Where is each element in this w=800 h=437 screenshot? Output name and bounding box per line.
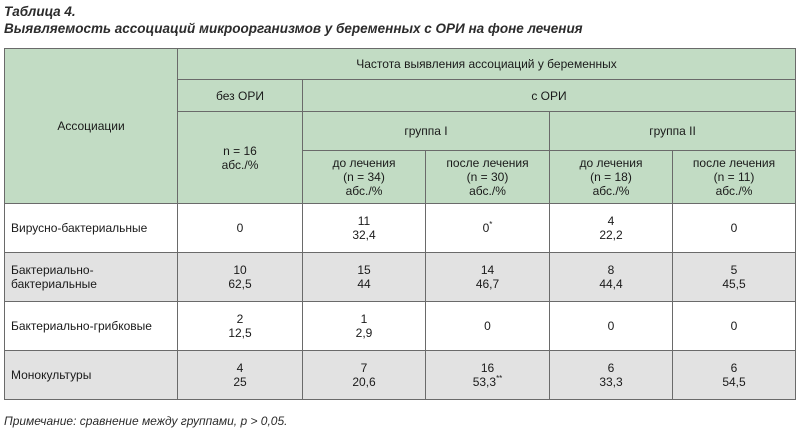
cell-pct: 54,5	[722, 375, 746, 389]
header-group2: группа II	[550, 112, 796, 151]
header-n16-count: n = 16	[223, 143, 257, 158]
cell	[426, 351, 550, 400]
header-group1: группа I	[303, 112, 550, 151]
table-row	[5, 351, 796, 400]
header-without-ori: без ОРИ	[178, 80, 303, 112]
cell-abs: 0	[607, 319, 615, 333]
header-n16-unit: абс./%	[221, 157, 259, 172]
header-g1-after	[426, 151, 550, 204]
cell	[673, 253, 796, 302]
cell-abs: 0	[484, 319, 491, 333]
cell-abs: 0	[236, 221, 244, 235]
cell-pct: 44,4	[599, 277, 623, 291]
cell	[178, 204, 303, 253]
row-label-line2: бактериальные	[11, 277, 97, 291]
cell-abs: 6	[730, 361, 738, 375]
cell-abs: 15	[357, 263, 371, 277]
table-row	[5, 302, 796, 351]
cell-abs: 4	[236, 361, 244, 375]
cell-pct: 32,4	[352, 228, 376, 242]
cell-abs: 14	[480, 263, 495, 277]
header-g2-after-unit: абс./%	[715, 184, 753, 198]
cell-pct: 2,9	[355, 326, 373, 340]
cell-pct: 45,5	[722, 277, 746, 291]
cell	[426, 253, 550, 302]
footnote: Примечание: сравнение между группами, p > 0,05.	[4, 414, 288, 428]
header-g2-before	[550, 151, 673, 204]
cell-pct: 25	[233, 375, 247, 389]
cell-abs: 2	[236, 312, 244, 326]
cell-pct: 22,2	[599, 228, 623, 242]
row-label: Бактериально-грибковые	[5, 302, 178, 351]
header-g2-before-unit: абс./%	[592, 184, 630, 198]
header-g1-after-n: (n = 30)	[466, 170, 509, 184]
header-frequency: Частота выявления ассоциаций у беременных	[178, 49, 796, 80]
row-label: Монокультуры	[5, 351, 178, 400]
header-g2-before-n: (n = 18)	[590, 170, 632, 184]
cell-abs: 4	[607, 214, 615, 228]
cell-abs: 16	[480, 361, 495, 375]
header-g1-after-label: после лечения	[446, 156, 529, 170]
cell-abs: 0	[482, 221, 490, 235]
cell	[303, 302, 426, 351]
cell-abs: 1	[360, 312, 368, 326]
cell	[426, 204, 550, 253]
data-table	[4, 48, 796, 400]
row-label-line1: Бактериально-	[11, 263, 94, 277]
header-n16	[178, 112, 303, 204]
cell-pct: 20,6	[352, 375, 376, 389]
header-with-ori: с ОРИ	[303, 80, 796, 112]
header-associations: Ассоциации	[5, 49, 178, 204]
cell	[303, 351, 426, 400]
cell	[550, 302, 673, 351]
header-g2-after	[673, 151, 796, 204]
header-g1-before	[303, 151, 426, 204]
cell-pct: 33,3	[599, 375, 623, 389]
header-g1-after-unit: абс./%	[469, 184, 506, 198]
cell-pct: 46,7	[475, 277, 500, 291]
cell	[178, 351, 303, 400]
footnote-mark: *	[489, 220, 493, 229]
table-row	[5, 253, 796, 302]
cell-pct	[429, 375, 546, 389]
cell-abs: 10	[233, 263, 247, 277]
table-row	[5, 204, 796, 253]
cell-abs: 0	[730, 319, 738, 333]
cell	[673, 351, 796, 400]
header-g2-after-label: после лечения	[692, 156, 776, 170]
cell	[178, 302, 303, 351]
table-title	[4, 3, 583, 37]
header-g1-before-unit: абс./%	[345, 184, 383, 198]
cell	[303, 253, 426, 302]
cell	[550, 204, 673, 253]
row-label	[5, 253, 178, 302]
cell-abs: 7	[360, 361, 368, 375]
cell	[178, 253, 303, 302]
header-g2-before-label: до лечения	[579, 156, 643, 170]
cell	[550, 253, 673, 302]
table-caption: Выявляемость ассоциаций микроорганизмов у беременных с ОРИ на фоне лечения	[4, 21, 583, 36]
cell	[550, 351, 673, 400]
row-label: Вирусно-бактериальные	[5, 204, 178, 253]
cell-abs: 8	[607, 263, 615, 277]
cell-pct: 62,5	[228, 277, 252, 291]
cell	[303, 204, 426, 253]
cell-pct-value: 53,3	[472, 375, 497, 389]
cell	[673, 302, 796, 351]
table-number: Таблица 4.	[4, 4, 76, 19]
cell-pct: 12,5	[228, 326, 252, 340]
cell-abs: 0	[730, 221, 738, 235]
cell-pct: 44	[357, 277, 371, 291]
header-g1-before-label: до лечения	[332, 156, 396, 170]
header-g2-after-n: (n = 11)	[713, 170, 755, 184]
cell-abs: 5	[730, 263, 738, 277]
cell	[673, 204, 796, 253]
cell-abs: 6	[607, 361, 615, 375]
footnote-mark: **	[496, 374, 503, 383]
cell	[426, 302, 550, 351]
cell-abs: 11	[357, 214, 371, 228]
header-g1-before-n: (n = 34)	[343, 170, 385, 184]
